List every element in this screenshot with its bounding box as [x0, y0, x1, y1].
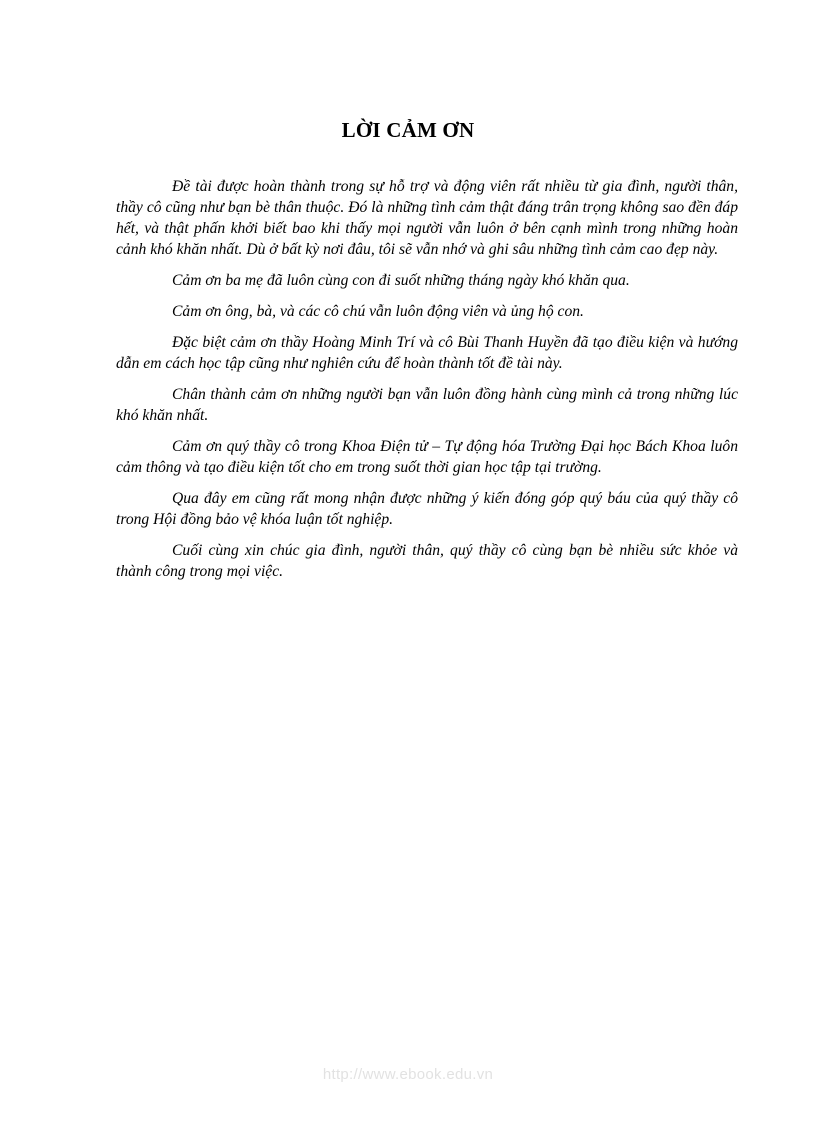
paragraph-faculty: Cảm ơn quý thầy cô trong Khoa Điện tử – Tự động hóa Trường Đại học Bách Khoa luôn cảm thông và tạo điều kiện tốt cho em trong suốt thời gian học tập tại trường.	[116, 438, 738, 476]
paragraph-family: Cảm ơn ông, bà, và các cô chú vẫn luôn động viên và ủng hộ con.	[172, 303, 584, 320]
paragraph-closing: Cuối cùng xin chúc gia đình, người thân, quý thầy cô cùng bạn bè nhiều sức khỏe và thành công trong mọi việc.	[116, 542, 738, 580]
page-title: LỜI CẢM ƠN	[341, 118, 475, 142]
paragraph-friends: Chân thành cảm ơn những người bạn vẫn luôn đồng hành cùng mình cả trong những lúc khó khăn nhất.	[116, 386, 738, 424]
paragraph-parents: Cảm ơn ba mẹ đã luôn cùng con đi suốt những tháng ngày khó khăn qua.	[172, 272, 630, 289]
paragraph-intro: Đề tài được hoàn thành trong sự hỗ trợ và động viên rất nhiều từ gia đình, người thân, thầy cô cũng như bạn bè thân thuộc. Đó là những tình cảm thật đáng trân trọng không sao đền đáp hết, và thật phấn khởi biết bao khi thấy mọi người vẫn luôn ở bên cạnh mình trong những hoàn cảnh khó khăn nhất. Dù ở bất kỳ nơi đâu, tôi sẽ vẫn nhớ và ghi sâu những tình cảm cao đẹp này.	[116, 178, 738, 258]
watermark: http://www.ebook.edu.vn	[322, 1066, 494, 1083]
acknowledgement-body	[116, 176, 738, 592]
paragraph-committee: Qua đây em cũng rất mong nhận được những ý kiến đóng góp quý báu của quý thầy cô trong Hội đồng bảo vệ khóa luận tốt nghiệp.	[116, 490, 738, 528]
paragraph-advisors: Đặc biệt cảm ơn thầy Hoàng Minh Trí và cô Bùi Thanh Huyền đã tạo điều kiện và hướng dẫn em cách học tập cũng như nghiên cứu để hoàn thành tốt đề tài này.	[116, 334, 738, 372]
